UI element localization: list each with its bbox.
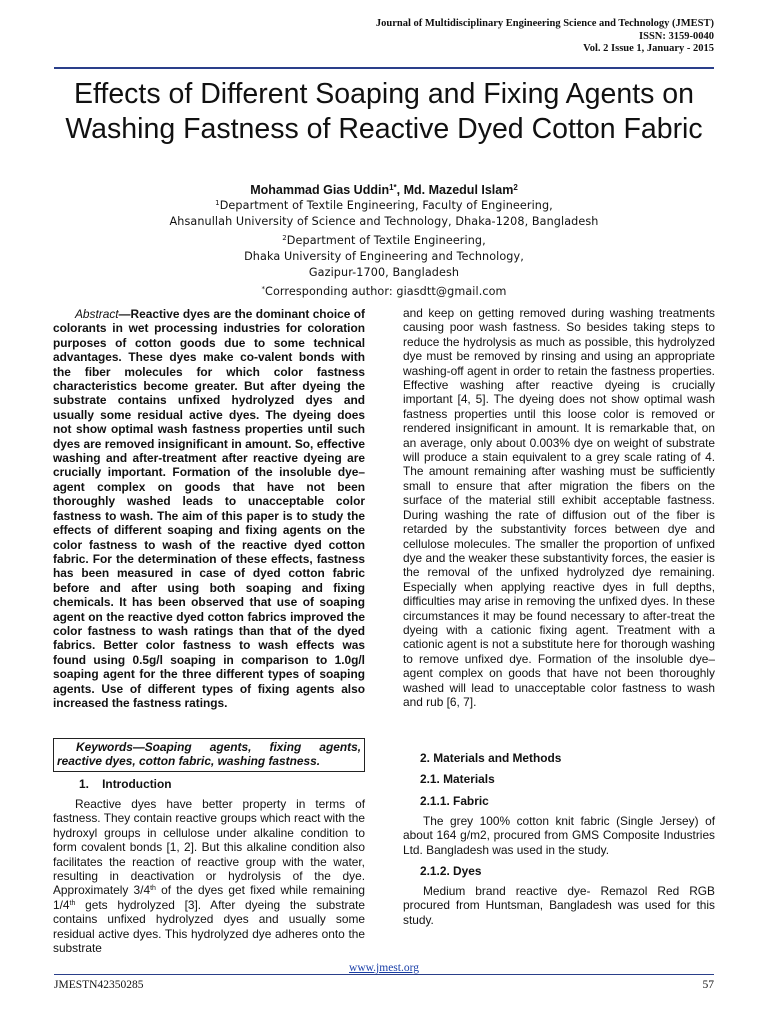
- section-heading-fabric: 2.1.1. Fabric: [420, 794, 489, 808]
- corresponding-sup: *: [261, 285, 266, 293]
- affil-1-line-1: Department of Textile Engineering, Faculty of Engineering,: [219, 199, 553, 212]
- page-number: 57: [702, 979, 714, 991]
- keywords-dash: —: [132, 740, 145, 754]
- introduction-heading: 1. Introduction: [79, 777, 172, 791]
- paper-id: JMESTN42350285: [54, 979, 144, 991]
- author-1: Mohammad Gias Uddin: [250, 183, 390, 197]
- author-separator: ,: [396, 183, 404, 197]
- intro-text-2: of the dyes get fixed while remaining 1/4: [53, 883, 365, 912]
- fabric-text: [403, 814, 715, 857]
- dyes-text: [403, 884, 715, 927]
- abstract: [53, 307, 365, 710]
- intro-sup-2: th: [69, 899, 76, 907]
- author-2-sup: 2: [513, 183, 518, 192]
- section-heading-dyes: 2.1.2. Dyes: [420, 864, 482, 878]
- abstract-text: Reactive dyes are the dominant choice of colorants in wet processing industries for coloration purposes of cotton goods due to some technical advantages. These dyes make co-valent bonds with the fiber molecules for which color fastness characteristics become greater. But after dyeing the substrate contains unfixed hydrolyzed dyes and usually some residual active dyes. The dyeing does not show optimal wash fastness properties until such dyes are removed insignificant in amount. So, effective washing and after-treatment after reactive dyeing are crucially important. Formation of the insoluble dye–agent complex on goods that have not been thoroughly washed leads to unacceptable color fastness to wash. The aim of this paper is to study the effects of different soaping and fixing agents on the color fastness to wash of the reactive dyed cotton fabric. For the determination of these effects, fastness has been measured in case of dyed cotton fabric before and after using both soaping and fixing chemicals. It has been observed that use of soaping agent on the reactive dyed cotton fabrics improved the color fastness to wash ratings than that of the dyed fabrics. Better color fastness to wash effects was found using 0.5g/l soaping in comparison to 1.0g/l soaping agent for the three different types of soaping agents. Use of different types of fixing agents also increased the fastness ratings.: [53, 307, 365, 710]
- intro-text-1: Reactive dyes have better property in terms of fastness. They contain reactive groups which react with the hydroxyl groups in cellulose under alkaline condition to form covalent bonds [1, 2]. But this alkaline condition also facilitates the reaction of reactive group with the water, resulting in deactivation or hydrolysis of the dye. Approximately 3/4: [53, 797, 365, 898]
- introduction-body: [53, 797, 365, 955]
- journal-issn: ISSN: 3159-0040: [639, 30, 714, 42]
- intro-text-3: gets hydrolyzed [3]. After dyeing the substrate contains unfixed hydrolyzed dyes and usually some residual active dyes. This hydrolyzed dye adheres onto the substrate: [53, 897, 365, 956]
- affil-2-sup: 2: [282, 234, 287, 242]
- author-1-sup: 1*: [389, 183, 397, 192]
- footer-rule: [54, 974, 714, 975]
- section-heading-materials: 2.1. Materials: [420, 772, 495, 786]
- keywords-text: Soaping agents, fixing agents, reactive dyes, cotton fabric, washing fastness.: [57, 740, 361, 769]
- abstract-dash: —: [118, 307, 131, 321]
- footer-link[interactable]: www.jmest.org: [349, 962, 419, 974]
- continuation-paragraph: and keep on getting removed during washing treatments causing poor wash fastness. So besides taking steps to reduce the hydrolysis as much as possible, this hydrolyzed dye must be removed by rinsing and using an appropriate washing-off agent in order to retain the fastness properties. Effective washing after reactive dyeing is crucially important [4, 5]. The dyeing does not show optimal wash fastness properties until this loose color is removed or rendered insignificant in amount. It is remarkable that, on an average, only about 0.003% dye on weight of substrate will produce a stain equivalent to a grey scale rating of 4. The amount remaining after washing must be sufficiently small to ensure that after migration the fibers on the surface of the material still exhibit acceptable fastness. During washing the rate of diffusion out of the fiber is retarded by the substantivity forces between dye and cellulose molecules. The smaller the proportion of unfixed dye and the weaker these substantivity forces, the easier is the removal of the unfixed hydrolyzed dye remaining. Especially when applying reactive dyes in full depths, difficulties may arise in removing the unfixed dyes. In these circumstances it may be found necessary to after-treat the dyeing with a cationic fixing agent. Treatment with a cationic agent is not a substitute here for thorough washing to remove unfixed dye. Formation of the insoluble dye–agent complex on goods that have not been thoroughly washed will lead to unacceptable color fastness to wash and rub [6, 7].: [403, 306, 715, 709]
- corresponding-author: Corresponding author: giasdtt@gmail.com: [265, 285, 507, 298]
- abstract-label: Abstract: [75, 307, 119, 321]
- affil-1-sup: 1: [215, 199, 220, 207]
- affil-2-line-2: Dhaka University of Engineering and Technology,: [244, 250, 524, 263]
- affiliations: [60, 195, 708, 300]
- header-rule: [54, 67, 714, 69]
- dyes-paragraph: Medium brand reactive dye- Remazol Red RGB procured from Huntsman, Bangladesh was used for this study.: [403, 884, 715, 927]
- keywords-label: Keywords: [76, 740, 133, 754]
- journal-volume: Vol. 2 Issue 1, January - 2015: [583, 43, 714, 54]
- affil-2-line-3: Gazipur-1700, Bangladesh: [308, 266, 460, 279]
- intro-sup-1: th: [150, 885, 156, 893]
- right-column-continuation: [403, 306, 715, 709]
- fabric-paragraph: The grey 100% cotton knit fabric (Single Jersey) of about 164 g/m2, procured from GMS Composite Industries Ltd. Bangladesh was used in the study.: [403, 814, 715, 857]
- affil-1-line-2: Ahsanullah University of Science and Technology, Dhaka-1208, Bangladesh: [169, 215, 599, 228]
- author-2: Md. Mazedul Islam: [403, 183, 514, 197]
- paper-title: Effects of Different Soaping and Fixing Agents on Washing Fastness of Reactive Dyed Cotton Fabric: [65, 78, 703, 145]
- affil-2-line-1: Department of Textile Engineering,: [286, 234, 486, 247]
- keywords-box: [53, 738, 365, 772]
- section-heading-methods: 2. Materials and Methods: [420, 751, 562, 765]
- journal-header: [376, 18, 714, 56]
- journal-name: Journal of Multidisciplinary Engineering Science and Technology (JMEST): [375, 18, 714, 29]
